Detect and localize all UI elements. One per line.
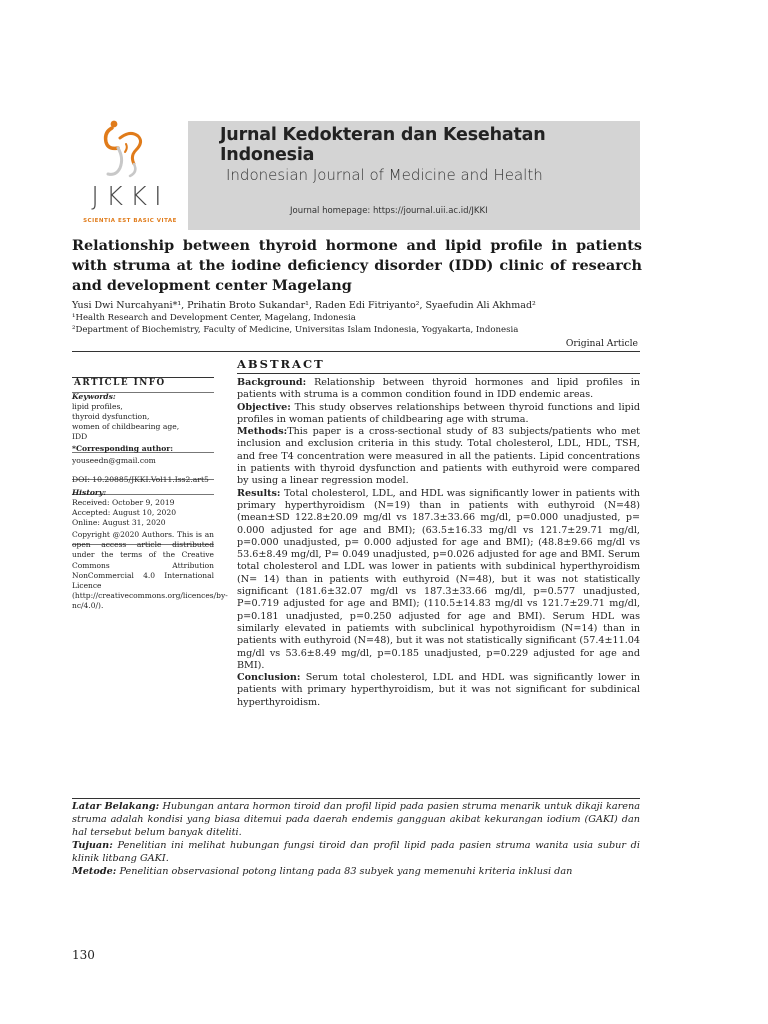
article-authors: Yusi Dwi Nurcahyani*¹, Prihatin Broto Sukandar¹, Raden Edi Fitriyanto², Syaefudin Ali Akhmad² <box>72 300 536 311</box>
keyword-item: IDD <box>72 432 88 441</box>
keyword-item: lipid profiles, <box>72 402 123 411</box>
results-text: Total cholesterol, LDL, and HDL was significantly lower in patients with primary hyperthyroidism (N=19) than in patients with euthyroid (N=48) (mean±SD 122.8±20.09 mg/dl vs 187.3±33.66 mg/dl, p=0.000 unadjusted, p= 0.000 adjusted for age and BMI); (63.5±16.33 mg/dl vs 121.7±29.71 mg/dl, p=0.000 unadjusted, p= 0.000 adjusted for age and BMI); (48.8±9.66 mg/dl vs 53.6±8.49 mg/dl, P= 0.049 unadjusted, p=0.026 adjusted for age and BMI. Serum total cholesterol and LDL was lower in patients with subdinical hyperthyroidism (N= 14) than in patients with euthyroid (N=48), but it was not statistically significant (181.6±32.07 mg/dl vs 187.3±33.66 mg/dl, p=0.577 unadjusted, P=0.719 adjusted for age and BMI); (110.5±14.83 mg/dl vs 121.7±29.71 mg/dl, p=0.181 unadjusted, p=0.250 adjusted for age and BMI). Serum HDL was similarly elevated in patiemts with subclinical hypothyroidism (N=14) than in patients with euthyroid (N=48), but it was not statistically significant (57.4±11.04 mg/dl vs 53.6±8.49 mg/dl, p=0.185 unadjusted, p=0.229 adjusted for age and BMI). <box>237 487 640 671</box>
received-date: Received: October 9, 2019 <box>72 498 175 507</box>
journal-title: Jurnal Kedokteran dan Kesehatan Indonesia <box>220 125 546 165</box>
background-label: Background: <box>237 377 307 388</box>
accepted-date: Accepted: August 10, 2020 <box>72 508 177 517</box>
tujuan-text: Penelitian ini melihat hubungan fungsi tiroid dan profil lipid pada pasien struma wanita usia subur di klinik litbang GAKI. <box>72 840 640 864</box>
logo-wordmark: JKKI <box>91 182 169 212</box>
journal-subtitle: Indonesian Journal of Medicine and Health <box>226 166 543 184</box>
online-date: Online: August 31, 2020 <box>72 518 166 527</box>
corresponding-label: *Corresponding author: <box>72 444 174 453</box>
article-type: Original Article <box>565 338 638 349</box>
objective-text: This study observes relationships between thyroid functions and lipid profiles in woman patients of childbearing age with struma. <box>237 401 640 425</box>
article-info-heading: ARTICLE INFO <box>74 378 166 388</box>
abstract-methods <box>237 426 640 487</box>
abstract-conclusion <box>237 672 640 709</box>
journal-banner <box>188 121 640 230</box>
abstrak-latar <box>72 800 640 839</box>
article-title: Relationship between thyroid hormone and lipid profile in patients with struma at the iodine deficiency disorder (IDD) clinic of research and development center Magelang <box>72 237 642 294</box>
article-info <box>72 376 228 612</box>
metode-text: Penelitian observasional potong lintang pada 83 subyek yang memenuhi kriteria inklusi dan <box>119 866 573 877</box>
abstract-results <box>237 488 640 672</box>
keyword-item: women of childbearing age, <box>72 422 180 431</box>
methods-label: Methods: <box>237 426 288 438</box>
metode-label: Metode: <box>72 866 117 877</box>
keywords-label: Keywords: <box>72 392 116 401</box>
background-text: Relationship between thyroid hormones and lipid profiles in patients with struma is a common condition found in IDD endemic areas. <box>237 377 640 401</box>
journal-logo <box>76 118 184 232</box>
abstract-background <box>237 377 640 402</box>
abstract-body <box>237 377 640 709</box>
copyright-notice: Copyright @2020 Authors. This is an open access article distributed under the terms of the Creative Commons Attribution NonCommercial 4.0 International Licence (http://creativecommons.org/licences/by-nc/4.0/). <box>72 530 228 611</box>
abstrak-metode <box>72 865 640 878</box>
abstrak-tujuan <box>72 839 640 865</box>
latar-text: Hubungan antara hormon tiroid dan profil lipid pada pasien struma menarik untuk dikaji karena struma adalah kondisi yang biasa ditemui pada daerah endemis gangguan akibat kekurangan iodium (GAKI) dan hal tersebut belum banyak diteliti. <box>72 801 640 838</box>
title-divider <box>72 351 640 352</box>
article-doi[interactable]: DOI: 10.20885/JKKI.Vol11.Iss2.art5 <box>72 475 209 484</box>
keyword-item: thyroid dysfunction, <box>72 412 150 421</box>
objective-label: Objective: <box>237 401 291 413</box>
page-number: 130 <box>72 948 95 962</box>
abstract-divider <box>237 373 640 374</box>
jkki-logo-icon <box>90 118 160 180</box>
conclusion-text: Serum total cholesterol, LDL and HDL was significantly lower in patients with primary hyperthyroidism, but it was not significant for subdinical hyperthyroidism. <box>237 672 640 708</box>
abstract-heading: ABSTRACT <box>237 357 325 371</box>
abstrak-indonesian <box>72 800 640 878</box>
affiliation-1: ¹Health Research and Development Center, Magelang, Indonesia <box>72 313 356 323</box>
results-label: Results: <box>237 487 281 499</box>
corresponding-email[interactable]: youseedn@gmail.com <box>72 456 156 465</box>
logo-motto: SCIENTIA EST BASIC VITAE <box>83 218 177 224</box>
conclusion-label: Conclusion: <box>237 672 301 684</box>
latar-label: Latar Belakang: <box>72 801 160 812</box>
tujuan-label: Tujuan: <box>72 840 113 851</box>
history-label: History: <box>72 488 107 497</box>
methods-text: This paper is a cross-sectional study of 83 subjects/patients who met inclusion and exclusion criteria in this study. Total cholesterol, LDL, HDL, TSH, and free T4 concentration were measured in all the patients. Lipid concentrations in patients with thyroid dysfunction and patients with euthyroid were compared by using a linear regression model. <box>237 426 640 487</box>
affiliation-2: ²Department of Biochemistry, Faculty of Medicine, Universitas Islam Indonesia, Yogyakarta, Indonesia <box>72 325 519 335</box>
journal-homepage-link[interactable]: Journal homepage: https://journal.uii.ac.id/JKKI <box>290 206 488 216</box>
abstract-bottom-divider <box>72 798 640 799</box>
abstract-objective <box>237 402 640 427</box>
